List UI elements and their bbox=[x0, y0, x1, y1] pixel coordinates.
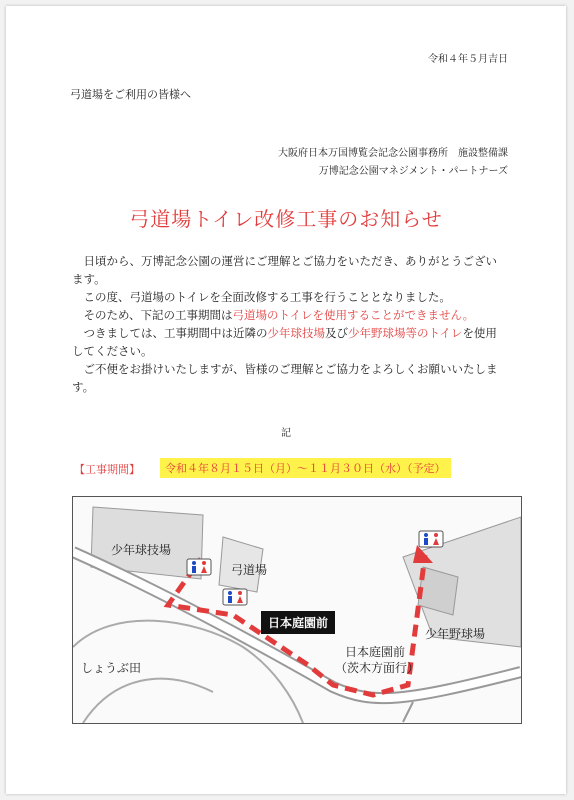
map-label-kyudojo: 弓道場 bbox=[231, 563, 268, 577]
notice-title: 弓道場トイレ改修工事のお知らせ bbox=[129, 207, 443, 231]
alternatives-and: 及び bbox=[325, 326, 348, 340]
paragraph-apology: ご不便をお掛けいたしますが、皆様のご理解とご協力をよろしくお願いいたします。 bbox=[72, 362, 498, 394]
map-label-shonen-kyugijo: 少年球技場 bbox=[111, 543, 172, 557]
period-label: 【工事期間】 bbox=[74, 463, 140, 476]
alt-shonen-kyugijo: 少年球技場 bbox=[267, 326, 325, 340]
period-value: 令和４年８月１５日（月）～１１月３０日（水）（予定） bbox=[160, 458, 451, 478]
map-label-shobuda: しょうぶ田 bbox=[81, 661, 142, 675]
alternatives-outro: を使用してください。 bbox=[72, 326, 497, 358]
location-map bbox=[72, 496, 522, 724]
map-label-bus-direction: （茨木方面行） bbox=[335, 661, 420, 675]
alt-shonen-yakyujo: 少年野球場等のトイレ bbox=[348, 326, 463, 340]
paragraph-announcement: この度、弓道場のトイレを全面改修する工事を行うこととなりました。 bbox=[83, 290, 451, 304]
alternatives-intro: つきましては、工事期間中は近隣の bbox=[83, 326, 268, 340]
issuer-office: 大阪府日本万国博覧会記念公園事務所 施設整備課 bbox=[278, 148, 508, 159]
ki-mark: 記 bbox=[281, 428, 291, 439]
station-sign: 日本庭園前 bbox=[261, 611, 335, 634]
toilet-icon bbox=[223, 589, 247, 605]
map-graphic bbox=[73, 497, 521, 723]
toilet-icon bbox=[187, 559, 211, 575]
paragraph-greeting: 日頃から、万博記念公園の運営にご理解とご協力をいただき、ありがとうございます。 bbox=[72, 254, 498, 286]
notice-page bbox=[6, 6, 566, 794]
notice-date: 令和４年５月吉日 bbox=[428, 54, 508, 65]
issuer-partners: 万博記念公園マネジメント・パートナーズ bbox=[318, 166, 508, 177]
paragraph-unavailable bbox=[72, 306, 508, 324]
paragraph-alternatives bbox=[72, 324, 508, 360]
notice-recipient: 弓道場をご利用の皆様へ bbox=[70, 88, 191, 101]
unavailable-intro: そのため、下記の工事期間は bbox=[83, 308, 233, 322]
toilet-icon bbox=[419, 531, 443, 547]
map-label-shonen-yakyujo: 少年野球場 bbox=[425, 627, 486, 641]
notice-body bbox=[72, 252, 508, 396]
map-label-bus-stop: 日本庭園前 bbox=[345, 645, 406, 659]
unavailable-warning: 弓道場のトイレを使用することができません。 bbox=[232, 308, 475, 322]
